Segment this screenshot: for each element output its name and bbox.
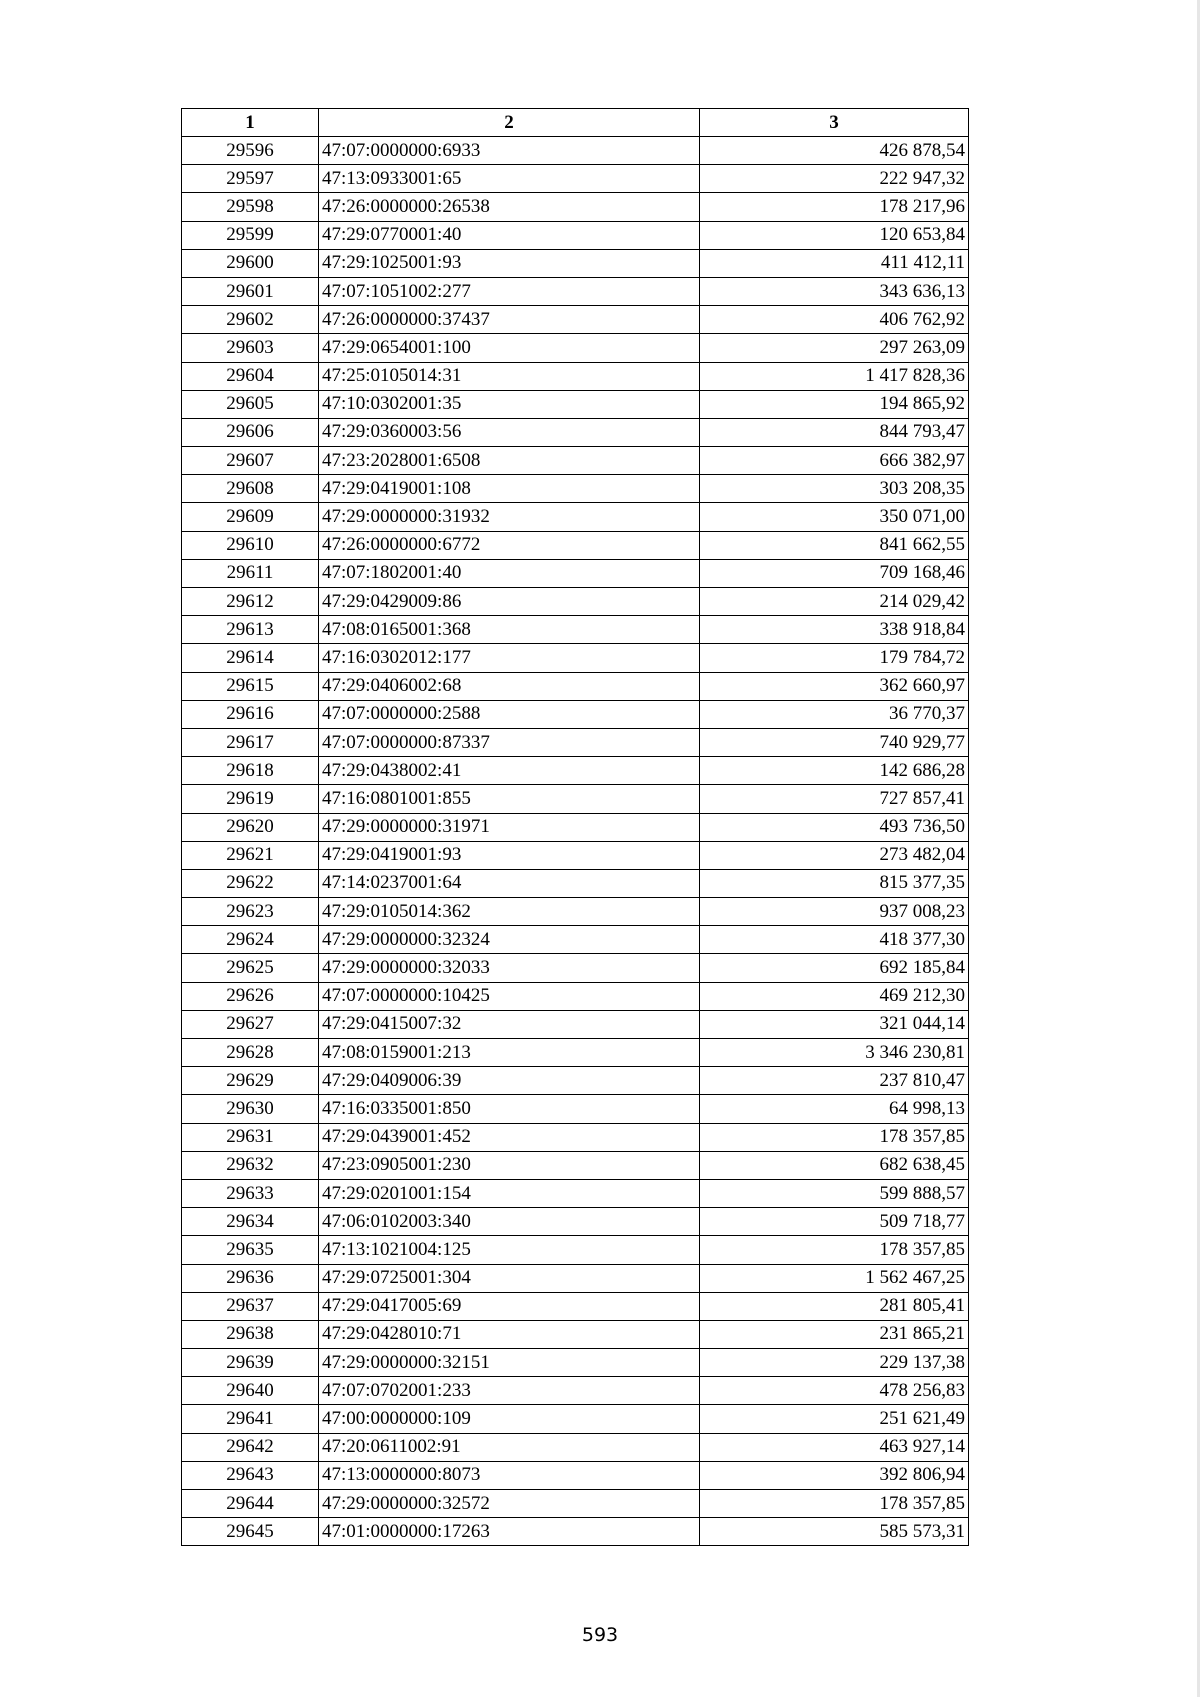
value-cell: 844 793,47: [700, 418, 969, 446]
value-cell: 178 357,85: [700, 1123, 969, 1151]
table-row: [182, 447, 969, 475]
cadastral-number-cell: 47:07:1802001:40: [319, 559, 700, 587]
value-cell: 222 947,32: [700, 165, 969, 193]
cadastral-number-cell: 47:07:0000000:2588: [319, 700, 700, 728]
table-row: [182, 757, 969, 785]
table-row: [182, 249, 969, 277]
table-row: [182, 1490, 969, 1518]
cadastral-number-cell: 47:08:0159001:213: [319, 1039, 700, 1067]
table-row: [182, 306, 969, 334]
row-number-cell: 29598: [182, 193, 319, 221]
table-row: [182, 926, 969, 954]
table-row: [182, 588, 969, 616]
row-number-cell: 29597: [182, 165, 319, 193]
value-cell: 194 865,92: [700, 390, 969, 418]
table-row: [182, 1264, 969, 1292]
table-row: [182, 475, 969, 503]
row-number-cell: 29619: [182, 785, 319, 813]
row-number-cell: 29607: [182, 447, 319, 475]
cadastral-number-cell: 47:23:2028001:6508: [319, 447, 700, 475]
value-cell: 585 573,31: [700, 1518, 969, 1546]
row-number-cell: 29641: [182, 1405, 319, 1433]
cadastral-number-cell: 47:29:0201001:154: [319, 1179, 700, 1207]
table-row: [182, 1461, 969, 1489]
row-number-cell: 29612: [182, 588, 319, 616]
cadastral-number-cell: 47:10:0302001:35: [319, 390, 700, 418]
row-number-cell: 29613: [182, 616, 319, 644]
cadastral-number-cell: 47:07:0702001:233: [319, 1377, 700, 1405]
cadastral-number-cell: 47:29:0415007:32: [319, 1010, 700, 1038]
value-cell: 237 810,47: [700, 1067, 969, 1095]
row-number-cell: 29596: [182, 137, 319, 165]
value-cell: 493 736,50: [700, 813, 969, 841]
value-cell: 478 256,83: [700, 1377, 969, 1405]
cadastral-number-cell: 47:26:0000000:26538: [319, 193, 700, 221]
table-row: [182, 503, 969, 531]
value-cell: 509 718,77: [700, 1208, 969, 1236]
row-number-cell: 29629: [182, 1067, 319, 1095]
table-body: [182, 137, 969, 1546]
table-row: [182, 1433, 969, 1461]
value-cell: 229 137,38: [700, 1349, 969, 1377]
cadastral-number-cell: 47:16:0335001:850: [319, 1095, 700, 1123]
cadastral-number-cell: 47:29:1025001:93: [319, 249, 700, 277]
row-number-cell: 29620: [182, 813, 319, 841]
row-number-cell: 29614: [182, 644, 319, 672]
table-row: [182, 954, 969, 982]
cadastral-number-cell: 47:16:0302012:177: [319, 644, 700, 672]
value-cell: 251 621,49: [700, 1405, 969, 1433]
cadastral-number-cell: 47:29:0654001:100: [319, 334, 700, 362]
row-number-cell: 29623: [182, 898, 319, 926]
row-number-cell: 29644: [182, 1490, 319, 1518]
row-number-cell: 29639: [182, 1349, 319, 1377]
table-row: [182, 1095, 969, 1123]
cadastral-number-cell: 47:29:0725001:304: [319, 1264, 700, 1292]
cadastral-number-cell: 47:07:0000000:6933: [319, 137, 700, 165]
value-cell: 350 071,00: [700, 503, 969, 531]
row-number-cell: 29605: [182, 390, 319, 418]
cadastral-number-cell: 47:07:1051002:277: [319, 277, 700, 305]
cadastral-number-cell: 47:14:0237001:64: [319, 869, 700, 897]
value-cell: 36 770,37: [700, 700, 969, 728]
row-number-cell: 29645: [182, 1518, 319, 1546]
cadastral-number-cell: 47:29:0417005:69: [319, 1292, 700, 1320]
header-col-2: 2: [319, 109, 700, 137]
table-row: [182, 1067, 969, 1095]
header-row: [182, 109, 969, 137]
cadastral-number-cell: 47:25:0105014:31: [319, 362, 700, 390]
value-cell: 426 878,54: [700, 137, 969, 165]
cadastral-number-cell: 47:29:0000000:32151: [319, 1349, 700, 1377]
value-cell: 727 857,41: [700, 785, 969, 813]
header-col-3: 3: [700, 109, 969, 137]
row-number-cell: 29628: [182, 1039, 319, 1067]
value-cell: 406 762,92: [700, 306, 969, 334]
table-row: [182, 334, 969, 362]
table-row: [182, 1151, 969, 1179]
value-cell: 740 929,77: [700, 728, 969, 756]
row-number-cell: 29625: [182, 954, 319, 982]
cadastral-number-cell: 47:20:0611002:91: [319, 1433, 700, 1461]
cadastral-number-cell: 47:29:0419001:93: [319, 841, 700, 869]
cadastral-number-cell: 47:29:0429009:86: [319, 588, 700, 616]
row-number-cell: 29622: [182, 869, 319, 897]
value-cell: 64 998,13: [700, 1095, 969, 1123]
value-cell: 841 662,55: [700, 531, 969, 559]
value-cell: 338 918,84: [700, 616, 969, 644]
value-cell: 297 263,09: [700, 334, 969, 362]
cadastral-number-cell: 47:29:0438002:41: [319, 757, 700, 785]
table-row: [182, 1405, 969, 1433]
row-number-cell: 29626: [182, 982, 319, 1010]
row-number-cell: 29640: [182, 1377, 319, 1405]
table-row: [182, 1123, 969, 1151]
table-row: [182, 1377, 969, 1405]
cadastral-number-cell: 47:01:0000000:17263: [319, 1518, 700, 1546]
row-number-cell: 29637: [182, 1292, 319, 1320]
row-number-cell: 29627: [182, 1010, 319, 1038]
row-number-cell: 29634: [182, 1208, 319, 1236]
cadastral-number-cell: 47:29:0419001:108: [319, 475, 700, 503]
row-number-cell: 29611: [182, 559, 319, 587]
cadastral-number-cell: 47:29:0439001:452: [319, 1123, 700, 1151]
row-number-cell: 29638: [182, 1320, 319, 1348]
value-cell: 1 417 828,36: [700, 362, 969, 390]
value-cell: 469 212,30: [700, 982, 969, 1010]
value-cell: 692 185,84: [700, 954, 969, 982]
cadastral-number-cell: 47:29:0000000:31971: [319, 813, 700, 841]
row-number-cell: 29635: [182, 1236, 319, 1264]
header-col-1: 1: [182, 109, 319, 137]
table-row: [182, 362, 969, 390]
table-row: [182, 1292, 969, 1320]
table-row: [182, 137, 969, 165]
table-row: [182, 1010, 969, 1038]
cadastral-number-cell: 47:13:0933001:65: [319, 165, 700, 193]
cadastral-number-cell: 47:06:0102003:340: [319, 1208, 700, 1236]
row-number-cell: 29601: [182, 277, 319, 305]
cadastral-number-cell: 47:23:0905001:230: [319, 1151, 700, 1179]
value-cell: 214 029,42: [700, 588, 969, 616]
row-number-cell: 29632: [182, 1151, 319, 1179]
value-cell: 273 482,04: [700, 841, 969, 869]
value-cell: 178 217,96: [700, 193, 969, 221]
table-row: [182, 277, 969, 305]
cadastral-number-cell: 47:29:0428010:71: [319, 1320, 700, 1348]
table-row: [182, 813, 969, 841]
page-number: 593: [581, 1624, 619, 1646]
table-row: [182, 1518, 969, 1546]
row-number-cell: 29615: [182, 672, 319, 700]
value-cell: 321 044,14: [700, 1010, 969, 1038]
row-number-cell: 29630: [182, 1095, 319, 1123]
value-cell: 231 865,21: [700, 1320, 969, 1348]
value-cell: 463 927,14: [700, 1433, 969, 1461]
row-number-cell: 29603: [182, 334, 319, 362]
cadastral-number-cell: 47:29:0406002:68: [319, 672, 700, 700]
value-cell: 343 636,13: [700, 277, 969, 305]
cadastral-number-cell: 47:29:0000000:32033: [319, 954, 700, 982]
row-number-cell: 29599: [182, 221, 319, 249]
value-cell: 666 382,97: [700, 447, 969, 475]
value-cell: 599 888,57: [700, 1179, 969, 1207]
table-row: [182, 1208, 969, 1236]
value-cell: 392 806,94: [700, 1461, 969, 1489]
table-row: [182, 1039, 969, 1067]
value-cell: 178 357,85: [700, 1236, 969, 1264]
table-row: [182, 700, 969, 728]
table-row: [182, 1349, 969, 1377]
cadastral-number-cell: 47:13:0000000:8073: [319, 1461, 700, 1489]
cadastral-number-cell: 47:29:0000000:31932: [319, 503, 700, 531]
cadastral-number-cell: 47:29:0000000:32572: [319, 1490, 700, 1518]
value-cell: 411 412,11: [700, 249, 969, 277]
value-cell: 709 168,46: [700, 559, 969, 587]
value-cell: 937 008,23: [700, 898, 969, 926]
cadastral-number-cell: 47:00:0000000:109: [319, 1405, 700, 1433]
cadastral-number-cell: 47:16:0801001:855: [319, 785, 700, 813]
cadastral-number-cell: 47:29:0000000:32324: [319, 926, 700, 954]
value-cell: 418 377,30: [700, 926, 969, 954]
table-row: [182, 221, 969, 249]
value-cell: 303 208,35: [700, 475, 969, 503]
value-cell: 3 346 230,81: [700, 1039, 969, 1067]
table-row: [182, 982, 969, 1010]
row-number-cell: 29631: [182, 1123, 319, 1151]
row-number-cell: 29621: [182, 841, 319, 869]
row-number-cell: 29604: [182, 362, 319, 390]
table-row: [182, 193, 969, 221]
cadastral-number-cell: 47:07:0000000:10425: [319, 982, 700, 1010]
cadastral-number-cell: 47:29:0770001:40: [319, 221, 700, 249]
cadastral-number-cell: 47:26:0000000:37437: [319, 306, 700, 334]
table-row: [182, 672, 969, 700]
row-number-cell: 29608: [182, 475, 319, 503]
cadastral-number-cell: 47:26:0000000:6772: [319, 531, 700, 559]
table-row: [182, 898, 969, 926]
value-cell: 281 805,41: [700, 1292, 969, 1320]
table-row: [182, 869, 969, 897]
value-cell: 120 653,84: [700, 221, 969, 249]
value-cell: 682 638,45: [700, 1151, 969, 1179]
row-number-cell: 29636: [182, 1264, 319, 1292]
value-cell: 142 686,28: [700, 757, 969, 785]
table-row: [182, 559, 969, 587]
row-number-cell: 29618: [182, 757, 319, 785]
row-number-cell: 29616: [182, 700, 319, 728]
row-number-cell: 29602: [182, 306, 319, 334]
row-number-cell: 29606: [182, 418, 319, 446]
table-row: [182, 1320, 969, 1348]
row-number-cell: 29642: [182, 1433, 319, 1461]
row-number-cell: 29624: [182, 926, 319, 954]
table-row: [182, 531, 969, 559]
table-row: [182, 1236, 969, 1264]
table-header: [182, 109, 969, 137]
table-row: [182, 616, 969, 644]
value-cell: 1 562 467,25: [700, 1264, 969, 1292]
table-row: [182, 418, 969, 446]
cadastral-number-cell: 47:08:0165001:368: [319, 616, 700, 644]
cadastral-number-cell: 47:29:0360003:56: [319, 418, 700, 446]
table-row: [182, 728, 969, 756]
row-number-cell: 29643: [182, 1461, 319, 1489]
table-row: [182, 390, 969, 418]
table-row: [182, 841, 969, 869]
value-cell: 179 784,72: [700, 644, 969, 672]
cadastral-number-cell: 47:13:1021004:125: [319, 1236, 700, 1264]
table-row: [182, 785, 969, 813]
row-number-cell: 29617: [182, 728, 319, 756]
table-row: [182, 165, 969, 193]
cadastral-number-cell: 47:29:0105014:362: [319, 898, 700, 926]
cadastral-number-cell: 47:29:0409006:39: [319, 1067, 700, 1095]
value-cell: 178 357,85: [700, 1490, 969, 1518]
table-row: [182, 1179, 969, 1207]
row-number-cell: 29600: [182, 249, 319, 277]
row-number-cell: 29609: [182, 503, 319, 531]
table-row: [182, 644, 969, 672]
data-table: [181, 108, 969, 1546]
cadastral-number-cell: 47:07:0000000:87337: [319, 728, 700, 756]
value-cell: 362 660,97: [700, 672, 969, 700]
row-number-cell: 29633: [182, 1179, 319, 1207]
row-number-cell: 29610: [182, 531, 319, 559]
value-cell: 815 377,35: [700, 869, 969, 897]
